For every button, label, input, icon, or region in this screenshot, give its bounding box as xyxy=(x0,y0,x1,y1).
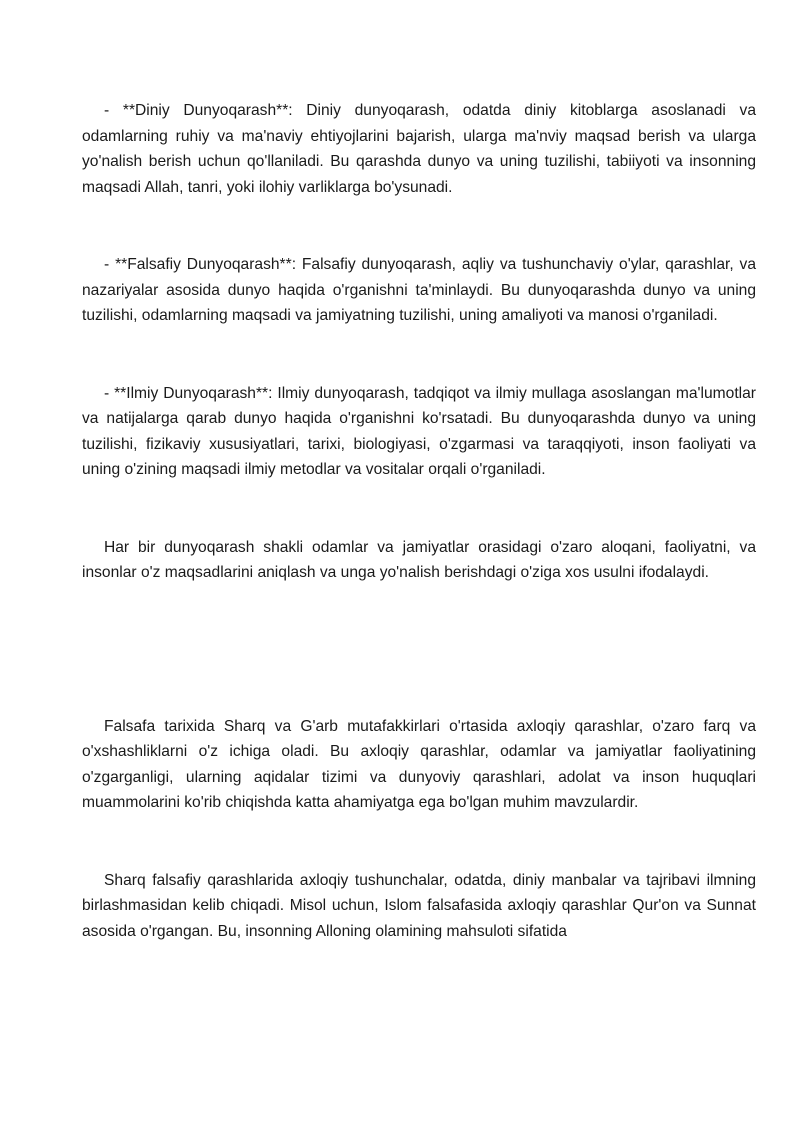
paragraph-falsafiy-dunyoqarash: - **Falsafiy Dunyoqarash**: Falsafiy dunyoqarash, aqliy va tushunchaviy o'ylar, qarashlar, va nazariyalar asosida dunyo haqida o'rganishni ta'minlaydi. Bu dunyoqarashda dunyo va uning tuzilishi, odamlarning maqsadi va jamiyatning tuzilishi, uning amaliyoti va manosi o'rganiladi. xyxy=(82,256,756,324)
paragraph-ilmiy-dunyoqarash: - **Ilmiy Dunyoqarash**: Ilmiy dunyoqarash, tadqiqot va ilmiy mullaga asoslangan ma'lumotlar va natijalarga qarab dunyo haqida o'rganishni ko'rsatadi. Bu dunyoqarashda dunyo va uning tuzilishi, fizikaviy xususiyatlari, tarixi, biologiyasi, o'zgarmasi va taraqqiyoti, inson faoliyati va uning o'zining maqsadi ilmiy metodlar va vositalar orqali o'rganiladi. xyxy=(82,384,756,478)
paragraph-har-bir-dunyoqarash: Har bir dunyoqarash shakli odamlar va jamiyatlar orasidagi o'zaro aloqani, faoliyatni, va insonlar o'z maqsadlarini aniqlash va unga yo'nalish berishdagi o'ziga xos usulni ifodalaydi. xyxy=(82,538,756,581)
paragraph-falsafa-tarixida: Falsafa tarixida Sharq va G'arb mutafakkirlari o'rtasida axloqiy qarashlar, o'zaro farq va o'xshashliklarni o'z ichiga oladi. Bu axloqiy qarashlar, odamlar va jamiyatlar faoliyatining o'zgarganligi, ularning aqidalar tizimi va dunyoviy qarashlari, adolat va inson huquqlari muammolarini ko'rib chiqishda katta ahamiyatga ega bo'lgan muhim mavzulardir. xyxy=(82,717,756,811)
paragraph-diniy-dunyoqarash: - **Diniy Dunyoqarash**: Diniy dunyoqarash, odatda diniy kitoblarga asoslanadi va odamlarning ruhiy va ma'naviy ehtiyojlarini bajarish, ularga ma'nviy maqsad berish va ularga yo'nalish berish uchun qo'llaniladi. Bu qarashda dunyo va uning tuzilishi, tabiiyoti va insonning maqsadi Allah, tanri, yoki ilohiy varliklarga bo'ysunadi. xyxy=(82,102,756,196)
paragraph-sharq-falsafiy: Sharq falsafiy qarashlarida axloqiy tushunchalar, odatda, diniy manbalar va tajribavi ilmning birlashmasidan kelib chiqadi. Misol uchun, Islom falsafasida axloqiy qarashlar Qur'on va Sunnat asosida o'rgangan. Bu, insonning Alloning olamining mahsuloti sifatida xyxy=(82,871,756,940)
